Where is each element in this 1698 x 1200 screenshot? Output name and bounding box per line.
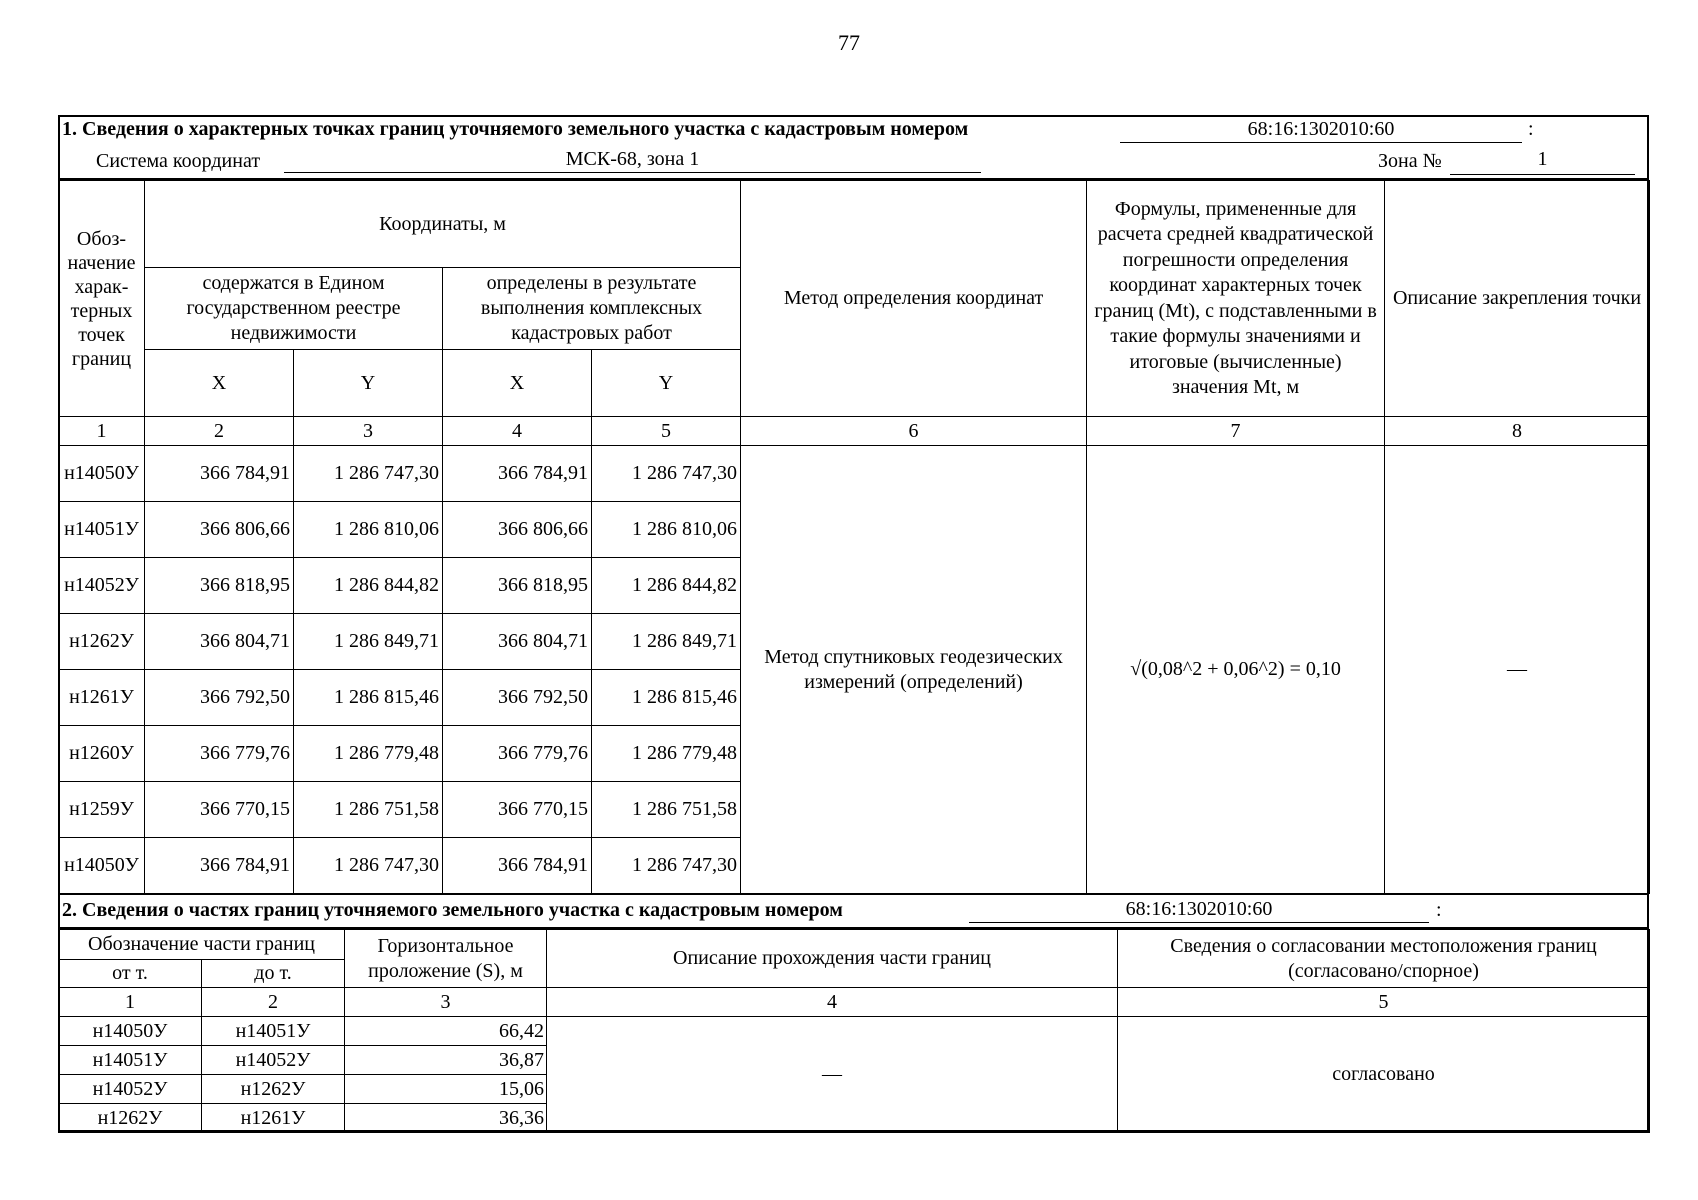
- point-designation: н1261У: [59, 670, 145, 726]
- part-to: н14052У: [202, 1046, 345, 1075]
- header-determined: определены в результате выполнения комплексных кадастровых работ: [443, 268, 741, 350]
- header-y-egrn: Y: [294, 350, 443, 417]
- col-number: 5: [592, 417, 741, 446]
- col-number: 2: [202, 988, 345, 1017]
- y-egrn-value: 1 286 779,48: [294, 726, 443, 782]
- section1-title: 1. Сведения о характерных точках границ уточняемого земельного участка с кадастровым номером: [62, 118, 969, 140]
- horizontal-value: 36,36: [345, 1104, 547, 1133]
- header-formulas: Формулы, примененные для расчета средней квадратической погрешности определения координат характерных точек границ (Mt), с подставленными в такие формулы значениями и итоговые (вычисленные) значения Mt, м: [1087, 181, 1385, 417]
- part-from: н1262У: [59, 1104, 202, 1133]
- col-number: 3: [345, 988, 547, 1017]
- formula-value: √(0,08^2 + 0,06^2) = 0,10: [1087, 446, 1385, 894]
- x-egrn-value: 366 804,71: [145, 614, 294, 670]
- header-part-designation: Обозначение части границ: [59, 930, 345, 960]
- col-number: 3: [294, 417, 443, 446]
- header-horizontal: Горизонтальное проложение (S), м: [345, 930, 547, 988]
- coord-system-value: МСК-68, зона 1: [284, 148, 981, 173]
- x-determined-value: 366 806,66: [443, 502, 592, 558]
- point-designation: н14050У: [59, 838, 145, 894]
- y-egrn-value: 1 286 810,06: [294, 502, 443, 558]
- page-number: 77: [838, 30, 860, 55]
- part-from: н14050У: [59, 1017, 202, 1046]
- y-egrn-value: 1 286 747,30: [294, 446, 443, 502]
- col-number: 7: [1087, 417, 1385, 446]
- y-egrn-value: 1 286 747,30: [294, 838, 443, 894]
- section2-cadastral-number: 68:16:1302010:60: [969, 898, 1429, 923]
- y-determined-value: 1 286 844,82: [592, 558, 741, 614]
- x-determined-value: 366 792,50: [443, 670, 592, 726]
- col-number: 4: [443, 417, 592, 446]
- x-egrn-value: 366 806,66: [145, 502, 294, 558]
- horizontal-value: 36,87: [345, 1046, 547, 1075]
- method-value: Метод спутниковых геодезических измерений (определений): [741, 446, 1087, 894]
- document-frame: [58, 115, 1649, 1132]
- y-determined-value: 1 286 779,48: [592, 726, 741, 782]
- x-egrn-value: 366 770,15: [145, 782, 294, 838]
- y-egrn-value: 1 286 849,71: [294, 614, 443, 670]
- x-determined-value: 366 804,71: [443, 614, 592, 670]
- y-egrn-value: 1 286 844,82: [294, 558, 443, 614]
- x-determined-value: 366 818,95: [443, 558, 592, 614]
- fixing-value: —: [1385, 446, 1650, 894]
- header-x-determined: X: [443, 350, 592, 417]
- part-from: н14052У: [59, 1075, 202, 1104]
- coord-system-label: Система координат: [96, 150, 261, 172]
- x-egrn-value: 366 784,91: [145, 838, 294, 894]
- section1-cadastral-number: 68:16:1302010:60: [1120, 118, 1522, 143]
- agreement-value: согласовано: [1118, 1017, 1650, 1133]
- header-designation: Обоз-начение харак-терных точек границ: [59, 181, 145, 417]
- col-number: 6: [741, 417, 1087, 446]
- header-fixing: Описание закрепления точки: [1385, 181, 1650, 417]
- part-to: н1261У: [202, 1104, 345, 1133]
- col-number: 1: [59, 417, 145, 446]
- point-designation: н14051У: [59, 502, 145, 558]
- header-to: до т.: [202, 960, 345, 988]
- section2-colon: :: [1436, 899, 1442, 921]
- x-egrn-value: 366 779,76: [145, 726, 294, 782]
- y-determined-value: 1 286 815,46: [592, 670, 741, 726]
- y-determined-value: 1 286 751,58: [592, 782, 741, 838]
- col-number: 5: [1118, 988, 1650, 1017]
- point-designation: н14050У: [59, 446, 145, 502]
- x-determined-value: 366 784,91: [443, 838, 592, 894]
- y-determined-value: 1 286 810,06: [592, 502, 741, 558]
- col-number: 2: [145, 417, 294, 446]
- part-to: н1262У: [202, 1075, 345, 1104]
- header-y-determined: Y: [592, 350, 741, 417]
- col-number: 4: [547, 988, 1118, 1017]
- section1-colon: :: [1528, 118, 1534, 140]
- section2-title: 2. Сведения о частях границ уточняемого земельного участка с кадастровым номером: [62, 899, 843, 921]
- zone-label: Зона №: [1378, 150, 1442, 172]
- y-egrn-value: 1 286 815,46: [294, 670, 443, 726]
- part-to: н14051У: [202, 1017, 345, 1046]
- header-method: Метод определения координат: [741, 181, 1087, 417]
- x-determined-value: 366 784,91: [443, 446, 592, 502]
- col-number: 1: [59, 988, 202, 1017]
- part-from: н14051У: [59, 1046, 202, 1075]
- header-agreement: Сведения о согласовании местоположения границ (согласовано/спорное): [1118, 930, 1650, 988]
- y-determined-value: 1 286 747,30: [592, 446, 741, 502]
- x-egrn-value: 366 818,95: [145, 558, 294, 614]
- header-description: Описание прохождения части границ: [547, 930, 1118, 988]
- x-egrn-value: 366 792,50: [145, 670, 294, 726]
- zone-value: 1: [1450, 148, 1635, 175]
- header-x-egrn: X: [145, 350, 294, 417]
- point-designation: н1260У: [59, 726, 145, 782]
- y-determined-value: 1 286 747,30: [592, 838, 741, 894]
- x-determined-value: 366 779,76: [443, 726, 592, 782]
- point-designation: н1262У: [59, 614, 145, 670]
- x-egrn-value: 366 784,91: [145, 446, 294, 502]
- point-designation: н14052У: [59, 558, 145, 614]
- point-designation: н1259У: [59, 782, 145, 838]
- description-value: —: [547, 1017, 1118, 1133]
- horizontal-value: 15,06: [345, 1075, 547, 1104]
- y-determined-value: 1 286 849,71: [592, 614, 741, 670]
- header-egrn: содержатся в Едином государственном реестре недвижимости: [145, 268, 443, 350]
- y-egrn-value: 1 286 751,58: [294, 782, 443, 838]
- col-number: 8: [1385, 417, 1650, 446]
- horizontal-value: 66,42: [345, 1017, 547, 1046]
- x-determined-value: 366 770,15: [443, 782, 592, 838]
- header-from: от т.: [59, 960, 202, 988]
- header-coordinates: Координаты, м: [145, 181, 741, 268]
